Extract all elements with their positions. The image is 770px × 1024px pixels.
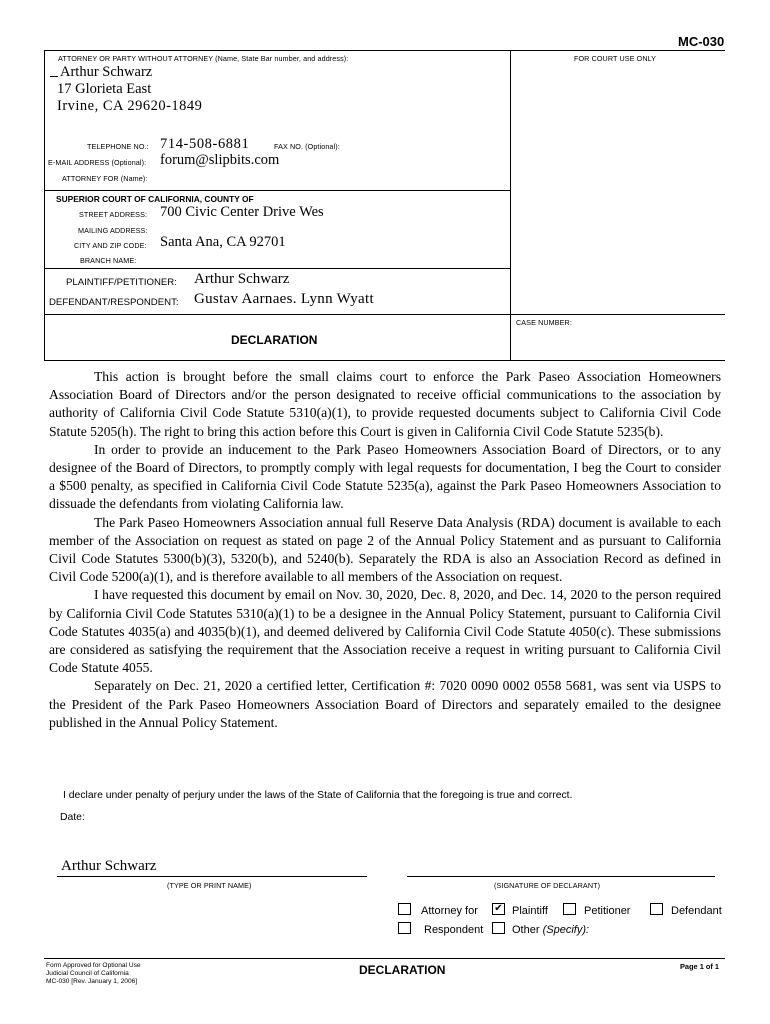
attorney-label: ATTORNEY OR PARTY WITHOUT ATTORNEY (Name, State Bar number, and address):	[58, 54, 349, 63]
header-bottom-border	[44, 360, 725, 361]
attorney-address-line2[interactable]: Irvine, CA 29620-1849	[57, 98, 203, 114]
body-paragraph-4: I have requested this document by email on Nov. 30, 2020, Dec. 8, 2020, and Dec. 14, 2020 to the person required by California Civil Code Statutes 5310(a)(1) to be a designee in the Annual Policy Statement, pursuant to California Civil Code Statutes 4035(a) and 4035(b)(1), and deemed delivered by California Civil Code Statute 4050(c). These submissions are considered as satisfying the requirement that the Association receive a request in writing pursuant to California Civil Code Statute 4055.	[49, 587, 721, 676]
parties-section-bottom	[44, 314, 725, 315]
attorney-section-bottom	[44, 190, 510, 191]
attorney-name[interactable]: Arthur Schwarz	[60, 64, 153, 80]
date-label: Date:	[60, 812, 85, 823]
signature-line[interactable]	[407, 876, 715, 877]
fax-label: FAX NO. (Optional):	[274, 142, 340, 151]
header-top-border	[44, 50, 725, 51]
perjury-statement: I declare under penalty of perjury under the laws of the State of California that the foregoing is true and correct.	[63, 790, 573, 801]
check-mark-icon: ✔	[494, 903, 503, 914]
respondent-option-label: Respondent	[424, 924, 484, 936]
other-checkbox[interactable]	[492, 922, 505, 934]
court-use-label: FOR COURT USE ONLY	[574, 54, 657, 63]
body-paragraph-2: In order to provide an inducement to the Park Paseo Homeowners Association Board of Directors, or to any designee of the Board of Directors, to promptly comply with legal requests for documentation, I beg the Court to consider a $500 penalty, as specified in California Civil Code Statute 5235(a), against the Park Paseo Homeowners Association to dissuade the defendants from violating California law.	[49, 441, 721, 512]
other-label-text: Other	[512, 924, 540, 936]
body-paragraph-5: Separately on Dec. 21, 2020 a certified letter, Certification #: 7020 0090 0002 0558 5681, was sent via USPS to the President of the Park Paseo Homeowners Association Board of Directors and separately emailed to the designee published in the Annual Policy Statement.	[49, 678, 721, 730]
footer-approval-line3: MC-030 [Rev. January 1, 2006]	[46, 978, 138, 985]
other-option-label	[512, 924, 589, 936]
footer-approval	[46, 962, 141, 986]
case-number-label: CASE NUMBER:	[516, 318, 572, 327]
mailing-address-label: MAILING ADDRESS:	[78, 226, 148, 235]
defendant-option-label: Defendant	[671, 905, 722, 917]
city-zip-label: CITY AND ZIP CODE:	[74, 241, 147, 250]
attorney-for-option-label: Attorney for	[421, 905, 478, 917]
petitioner-checkbox[interactable]	[563, 903, 576, 915]
plaintiff-option-label: Plaintiff	[512, 905, 548, 917]
attorney-for-checkbox[interactable]	[398, 903, 411, 915]
petitioner-option-label: Petitioner	[584, 905, 631, 917]
court-section-bottom	[44, 268, 510, 269]
printed-name-label: (TYPE OR PRINT NAME)	[167, 881, 252, 890]
doc-title: DECLARATION	[231, 333, 318, 347]
footer-rule	[44, 958, 725, 959]
plaintiff-checkbox[interactable]	[492, 903, 505, 915]
body-paragraph-3: The Park Paseo Homeowners Association annual full Reserve Data Analysis (RDA) document is available to each member of the Association on request as stated on page 2 of the Annual Policy Statement and as pursuant to California Civil Code Statutes 5300(b)(3), 5320(b), and 5240(b). Separately the RDA is also an Association Record as defined in Civil Code 5200(a)(1), and is therefore available to all members of the Association on request.	[49, 514, 721, 585]
plaintiff-value[interactable]: Arthur Schwarz	[194, 271, 290, 287]
attorney-mark	[50, 76, 58, 77]
attorney-address-line1[interactable]: 17 Glorieta East	[57, 81, 152, 97]
city-zip-value[interactable]: Santa Ana, CA 92701	[160, 234, 286, 250]
printed-name-line	[57, 876, 367, 877]
declaration-body	[49, 368, 721, 732]
page-number: Page 1 of 1	[680, 962, 720, 971]
respondent-checkbox[interactable]	[398, 922, 411, 934]
email-value[interactable]: forum@slipbits.com	[160, 152, 280, 168]
court-heading: SUPERIOR COURT OF CALIFORNIA, COUNTY OF	[56, 194, 254, 204]
printed-name[interactable]: Arthur Schwarz	[61, 858, 157, 874]
signature-label: (SIGNATURE OF DECLARANT)	[494, 881, 601, 890]
attorney-for-label: ATTORNEY FOR (Name):	[62, 174, 148, 183]
footer-approval-line2: Judicial Council of California	[46, 970, 129, 977]
other-specify-text: (Specify):	[542, 924, 590, 936]
footer-approval-line1: Form Approved for Optional Use	[46, 962, 141, 969]
plaintiff-label: PLAINTIFF/PETITIONER:	[66, 277, 177, 288]
email-label: E-MAIL ADDRESS (Optional):	[48, 158, 147, 167]
street-address-value[interactable]: 700 Civic Center Drive Wes	[160, 204, 324, 220]
branch-name-label: BRANCH NAME:	[80, 256, 137, 265]
telephone-value[interactable]: 714-508-6881	[160, 136, 250, 152]
defendant-checkbox[interactable]	[650, 903, 663, 915]
telephone-label: TELEPHONE NO.:	[87, 142, 149, 151]
body-paragraph-1: This action is brought before the small claims court to enforce the Park Paseo Association Homeowners Association Board of Directors and/or the person designated to receive official communications to the association by authority of California Civil Code Statute 5310(a)(1), to provide requested documents subject to California Civil Code Statute 5205(h). The right to bring this action before this Court is given in California Civil Code Statute 5235(b).	[49, 369, 721, 439]
defendant-label: DEFENDANT/RESPONDENT:	[49, 297, 179, 308]
defendant-value[interactable]: Gustav Aarnaes. Lynn Wyatt	[194, 291, 374, 307]
footer-title: DECLARATION	[359, 963, 446, 977]
form-id: MC-030	[678, 34, 725, 49]
street-address-label: STREET ADDRESS:	[79, 210, 148, 219]
